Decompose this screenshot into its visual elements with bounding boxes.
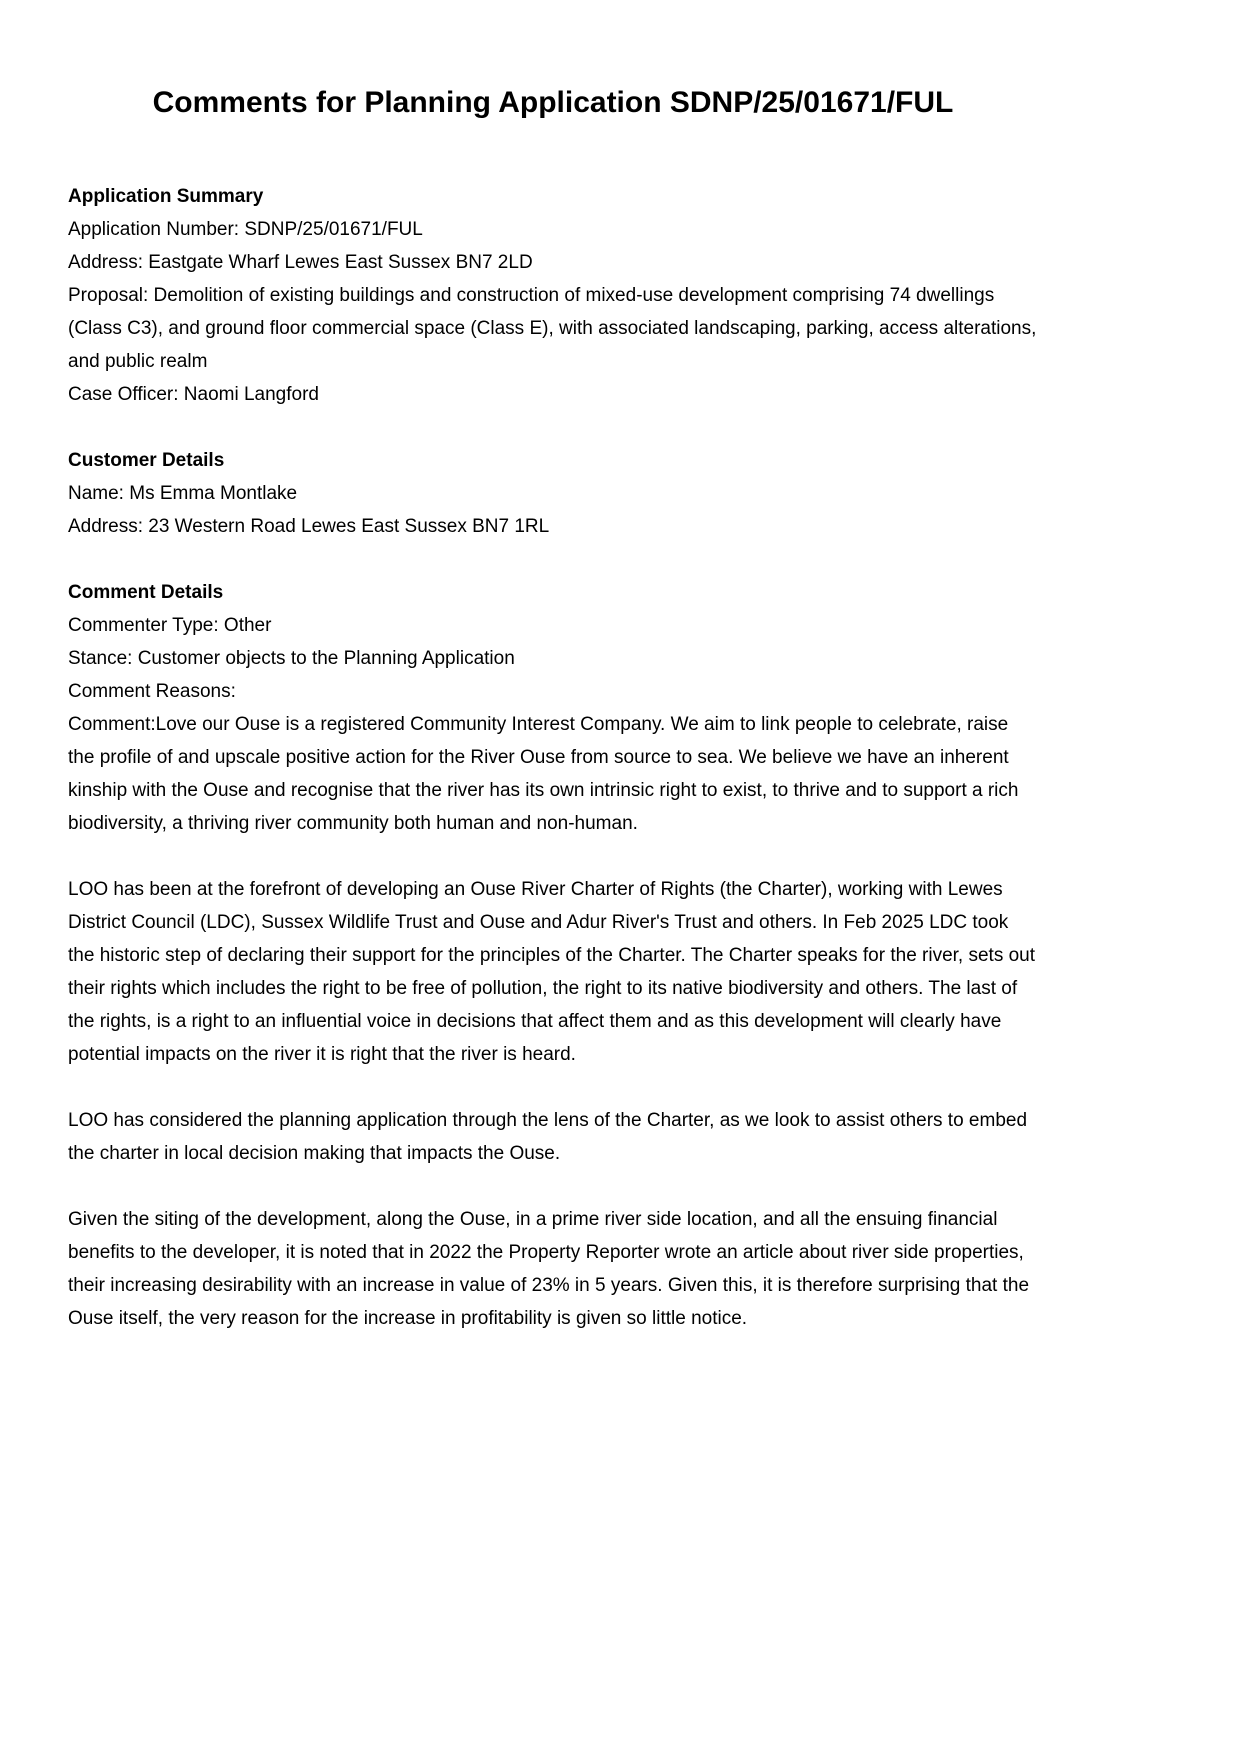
section-application-summary <box>68 180 1038 411</box>
field-comment-reasons: Comment Reasons: <box>68 681 236 702</box>
comment-details-heading: Comment Details <box>68 582 224 603</box>
field-application-address: Address: Eastgate Wharf Lewes East Sussex BN7 2LD <box>68 252 533 273</box>
field-case-officer: Case Officer: Naomi Langford <box>68 384 319 405</box>
field-stance: Stance: Customer objects to the Planning Application <box>68 648 515 669</box>
field-application-number: Application Number: SDNP/25/01671/FUL <box>68 219 423 240</box>
comment-paragraph: Given the siting of the development, along the Ouse, in a prime river side location, and all the ensuing financial benefits to the developer, it is noted that in 2022 the Property Reporter wrote an article about river side properties, their increasing desirability with an increase in value of 23% in 5 years. Given this, it is therefore surprising that the Ouse itself, the very reason for the increase in profitability is given so little notice. <box>68 1209 1030 1329</box>
document-content <box>68 84 1038 1335</box>
document-title: Comments for Planning Application SDNP/25/01671/FUL <box>152 86 954 119</box>
section-comment-details <box>68 576 1038 1335</box>
field-customer-address: Address: 23 Western Road Lewes East Sussex BN7 1RL <box>68 516 550 537</box>
customer-details-heading: Customer Details <box>68 450 225 471</box>
comment-paragraph: LOO has considered the planning application through the lens of the Charter, as we look to assist others to embed the charter in local decision making that impacts the Ouse. <box>68 1110 1028 1164</box>
field-proposal: Proposal: Demolition of existing buildings and construction of mixed-use development comprising 74 dwellings (Class C3), and ground floor commercial space (Class E), with associated landscaping, parking, access alterations, and public realm <box>68 285 1037 372</box>
field-commenter-type: Commenter Type: Other <box>68 615 272 636</box>
section-customer-details <box>68 444 1038 543</box>
comment-paragraph: LOO has been at the forefront of developing an Ouse River Charter of Rights (the Charter), working with Lewes District Council (LDC), Sussex Wildlife Trust and Ouse and Adur River's Trust and others. In Feb 2025 LDC took the historic step of declaring their support for the principles of the Charter. The Charter speaks for the river, sets out their rights which includes the right to be free of pollution, the right to its native biodiversity and others. The last of the rights, is a right to an influential voice in decisions that affect them and as this development will clearly have potential impacts on the river it is right that the river is heard. <box>68 879 1036 1065</box>
field-customer-name: Name: Ms Emma Montlake <box>68 483 298 504</box>
application-summary-heading: Application Summary <box>68 186 264 207</box>
comment-paragraph: Comment:Love our Ouse is a registered Community Interest Company. We aim to link people to celebrate, raise the profile of and upscale positive action for the River Ouse from source to sea. We believe we have an inherent kinship with the Ouse and recognise that the river has its own intrinsic right to exist, to thrive and to support a rich biodiversity, a thriving river community both human and non-human. <box>68 714 1019 834</box>
